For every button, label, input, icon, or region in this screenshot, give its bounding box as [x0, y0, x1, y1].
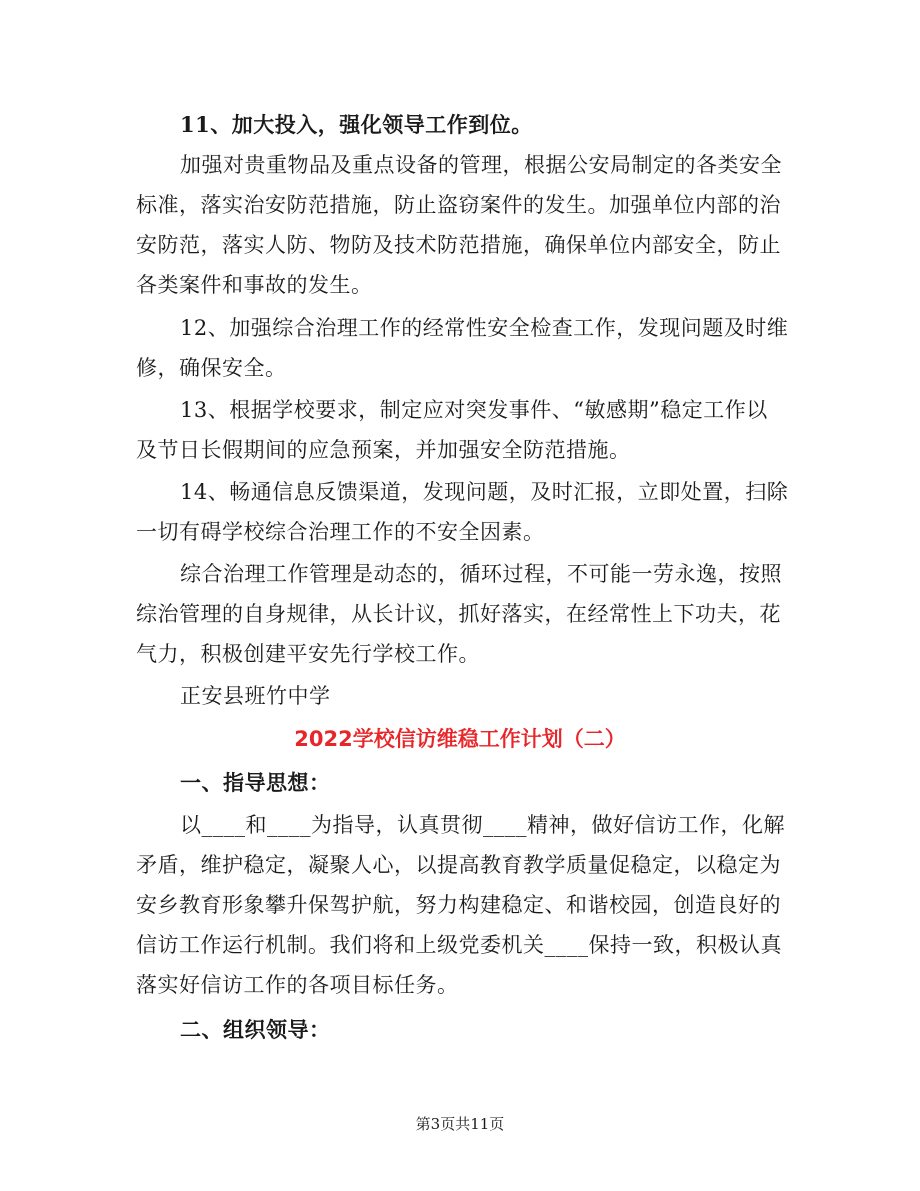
paragraph-line: 标准，落实治安防范措施，防止盗窃案件的发生。加强单位内部的治 [136, 193, 781, 217]
item-14-line: 14、畅通信息反馈渠道，发现问题，及时汇报，立即处置，扫除 [180, 480, 789, 504]
item-13-line: 及节日长假期间的应急预案，并加强安全防范措施。 [136, 438, 631, 462]
paragraph-line: 安防范，落实人防、物防及技术防范措施，确保单位内部安全，防止 [136, 233, 781, 257]
summary-line: 综合治理工作管理是动态的，循环过程，不可能一劳永逸，按照 [180, 562, 782, 586]
guidance-line: 落实好信访工作的各项目标任务。 [136, 973, 459, 997]
heading-organization: 二、组织领导： [180, 1017, 331, 1042]
guidance-line: 信访工作运行机制。我们将和上级党委机关____保持一致，积极认真 [136, 933, 782, 957]
summary-line: 综治管理的自身规律，从长计议，抓好落实，在经常性上下功夫，花 [136, 602, 781, 626]
guidance-line: 以____和____为指导，认真贯彻____精神，做好信访工作，化解 [180, 813, 785, 837]
paragraph-line: 加强对贵重物品及重点设备的管理，根据公安局制定的各类安全 [180, 153, 782, 177]
item-12-line: 12、加强综合治理工作的经常性安全检查工作，发现问题及时维 [180, 316, 789, 340]
guidance-line: 安乡教育形象攀升保驾护航，努力构建稳定、和谐校园，创造良好的 [136, 893, 781, 917]
heading-guiding-thought: 一、指导思想： [180, 770, 331, 795]
item-11-heading: 11、加大投入，强化领导工作到位。 [180, 112, 533, 137]
section-title: 2022学校信访维稳工作计划（二） [294, 727, 626, 751]
paragraph-line: 各类案件和事故的发生。 [136, 273, 373, 297]
page-footer: 第3页共11页 [415, 1115, 505, 1133]
item-12-line: 修，确保安全。 [136, 356, 287, 380]
item-14-line: 一切有碍学校综合治理工作的不安全因素。 [136, 520, 545, 544]
summary-line: 气力，积极创建平安先行学校工作。 [136, 642, 480, 666]
item-13-line: 13、根据学校要求，制定应对突发事件、“敏感期”稳定工作以 [180, 398, 768, 422]
school-signature: 正安县班竹中学 [180, 684, 331, 708]
guidance-line: 矛盾，维护稳定，凝聚人心，以提高教育教学质量促稳定，以稳定为 [136, 853, 781, 877]
